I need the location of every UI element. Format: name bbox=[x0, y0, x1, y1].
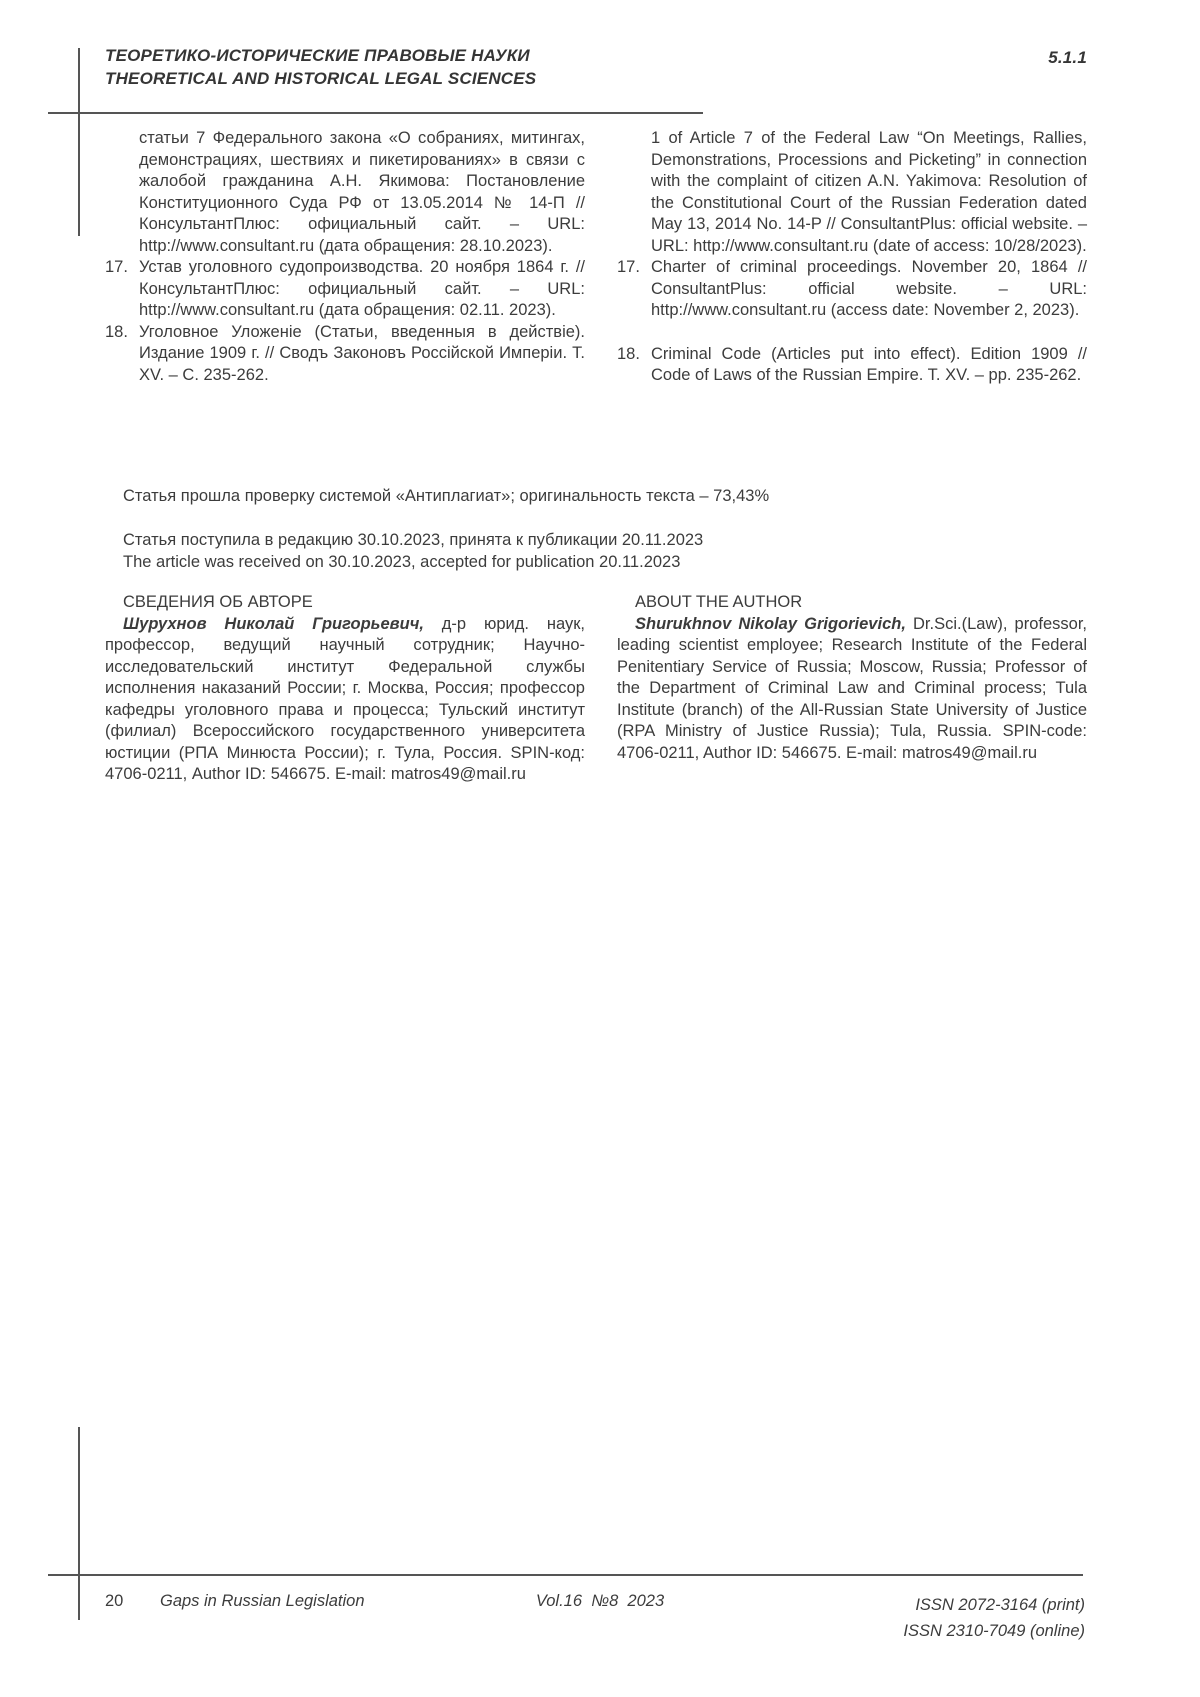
author-details-ru bbox=[105, 614, 585, 786]
reference-number: 18. bbox=[617, 344, 640, 363]
reference-text: Устав уголовного судопроизводства. 20 ноября 1864 г. // КонсультантПлюс: официальный сайт. – URL: http://www.consultant.ru (дата обращения: 02.11. 2023). bbox=[139, 258, 585, 319]
section-title-en: THEORETICAL AND HISTORICAL LEGAL SCIENCES bbox=[105, 69, 537, 88]
reference-item-continuation-en bbox=[617, 128, 1087, 257]
author-block-en bbox=[617, 592, 1087, 786]
running-head bbox=[105, 44, 1087, 90]
author-heading-ru: СВЕДЕНИЯ ОБ АВТОРЕ bbox=[123, 593, 313, 611]
references-column-ru bbox=[105, 128, 585, 387]
reference-text: статьи 7 Федерального закона «О собраниях, митингах, демонстрациях, шествиях и пикетированиях» в связи с жалобой гражданина А.Н. Якимова: Постановление Конституционного Суда РФ от 13.05.2014 № 14-П // КонсультантПлюс: официальный сайт. – URL: http://www.consultant.ru (дата обращения: 28.10.2023). bbox=[139, 129, 585, 255]
reference-item-continuation-ru bbox=[105, 128, 585, 257]
reference-number bbox=[617, 128, 651, 257]
reference-number bbox=[105, 128, 139, 257]
author-heading-en: ABOUT THE AUTHOR bbox=[635, 593, 803, 611]
issn-online: ISSN 2310-7049 (online) bbox=[903, 1622, 1085, 1640]
issn-print: ISSN 2072-3164 (print) bbox=[915, 1596, 1085, 1614]
header-rule bbox=[48, 112, 703, 114]
section-code: 5.1.1 bbox=[1048, 48, 1087, 67]
author-details-en bbox=[617, 614, 1087, 765]
author-affiliation-ru: д-р юрид. наук, профессор, ведущий научный сотрудник; Научно-исследовательский институт Федеральной службы исполнения наказаний России; г. Москва, Россия; профессор кафедры уголовного права и процесса; Тульский институт (филиал) Всероссийского государственного университета юстиции (РПА Минюста России); г. Тула, Россия. SPIN-код: 4706-0211, Author ID: 546675. E-mail: matros49@mail.ru bbox=[105, 614, 585, 783]
footer-rule bbox=[48, 1574, 1083, 1576]
references-column-en bbox=[617, 128, 1087, 387]
received-note-en: The article was received on 30.10.2023, accepted for publication 20.11.2023 bbox=[123, 553, 681, 571]
reference-text: Charter of criminal proceedings. November 20, 1864 // ConsultantPlus: official website. – URL: http://www.consultant.ru (access date: November 2, 2023). bbox=[651, 258, 1087, 319]
reference-number: 17. bbox=[617, 258, 640, 276]
volume-issue: Vol.16 №8 2023 bbox=[535, 1592, 665, 1610]
reference-item-17-en bbox=[617, 257, 1087, 322]
reference-item-17-ru bbox=[105, 257, 585, 322]
received-note-ru: Статья поступила в редакцию 30.10.2023, принята к публикации 20.11.2023 bbox=[123, 531, 704, 549]
reference-text: Criminal Code (Articles put into effect). Edition 1909 // Code of Laws of the Russian Empire. T. XV. – pp. 235-262. bbox=[651, 344, 1087, 384]
reference-item-18-en bbox=[617, 344, 1087, 387]
reference-text: Уголовное Уложеніе (Статьи, введенныя в действіе). Издание 1909 г. // Сводъ Законовъ Россійской Имперіи. Т. XV. – С. 235-262. bbox=[139, 322, 585, 384]
section-titles bbox=[105, 44, 536, 90]
author-block-ru bbox=[105, 592, 585, 786]
references-section bbox=[105, 128, 1087, 387]
reference-number: 17. bbox=[105, 258, 128, 276]
author-affiliation-en: Dr.Sci.(Law), professor, leading scientist employee; Research Institute of the Federal Penitentiary Service of Russia; Moscow, Russia; Professor of the Department of Criminal Law and Criminal process; Tula Institute (branch) of the All-Russian State University of Justice (RPA Ministry of Justice Russia); Tula, Russia. SPIN-code: 4706-0211, Author ID: 546675. E-mail: matros49@mail.ru bbox=[617, 614, 1087, 762]
reference-number: 18. bbox=[105, 322, 128, 341]
reference-item-18-ru bbox=[105, 322, 585, 387]
section-title-ru: ТЕОРЕТИКО-ИСТОРИЧЕСКИЕ ПРАВОВЫЕ НАУКИ bbox=[105, 46, 530, 65]
reference-text: 1 of Article 7 of the Federal Law “On Meetings, Rallies, Demonstrations, Processions and Picketing” in connection with the complaint of citizen A.N. Yakimova: Resolution of the Constitutional Court of the Russian Federation dated May 13, 2014 No. 14-P // ConsultantPlus: official website. – URL: http://www.consultant.ru (date of access: 10/28/2023). bbox=[651, 129, 1087, 255]
issn-block bbox=[903, 1592, 1085, 1644]
page-number: 20 bbox=[105, 1592, 124, 1610]
author-name-en: Shurukhnov Nikolay Grigorievich, bbox=[635, 614, 906, 633]
margin-line-top bbox=[78, 48, 80, 236]
journal-title: Gaps in Russian Legislation bbox=[160, 1592, 365, 1610]
antiplagiarism-note: Статья прошла проверку системой «Антиплагиат»; оригинальность текста – 73,43% bbox=[123, 487, 770, 505]
author-name-ru: Шурухнов Николай Григорьевич, bbox=[123, 614, 424, 633]
author-info-section bbox=[105, 592, 1087, 786]
margin-line-bottom bbox=[78, 1427, 80, 1620]
